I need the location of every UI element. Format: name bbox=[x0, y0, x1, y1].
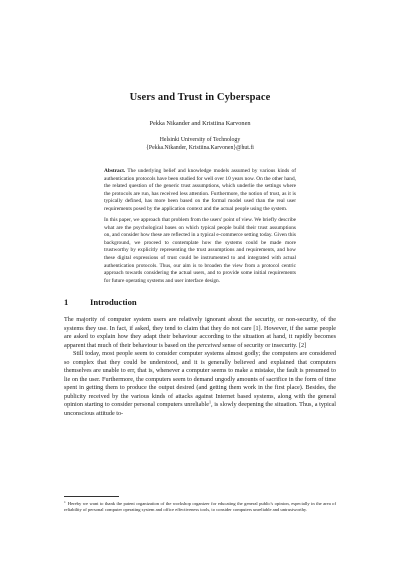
abstract-paragraph-2: In this paper, we approach that problem from the users' point of view. We briefly describe what are the psychological bases on which typical people build their trust assumptions on, and consider how these are reflected in a typical e-commerce setting today. Given this background, we proceed to contemplate how the systems could be made more trustworthy by explicitly representing the trust assumptions and requirements, and how these digital expressions of trust could be instrumented to and integrated with actual authentication protocols. Thus, our aim is to broaden the view from a protocol centric approach towards considering the actual users, and to provide some initial requirements for future operating systems and user interface design. bbox=[104, 217, 296, 284]
body-text-2a: Still today, most people seem to consider computer systems almost godly; the computers are considered so complex that they could be understood, and it is generally believed and explained that computers themselves are unable to err, that is, whenever a computer seems to make a mistake, the fault is presumed to lie on the user. Furthermore, the computers seem to demand ungodly amounts of sacrifice in the form of time spent in getting them to produce the output desired (and getting them work in the first place). Besides, the publicity received by the various kinds of attacks against Internet based systems, along with the general opinion starting to consider personal computers unreliable bbox=[64, 350, 336, 409]
footnote-ref: 1 bbox=[208, 399, 211, 405]
footnote-divider bbox=[64, 496, 119, 497]
body-text-2b: , is slowly deepening the situation. Thus, a typical unconscious attitude to- bbox=[64, 401, 337, 418]
footnote bbox=[64, 499, 336, 513]
body-text-1b: sense of security or insecurity. [2] bbox=[222, 341, 307, 349]
abstract-text-1: The underlying belief and knowledge models assumed by various kinds of authentication protocols have been studied for well over 10 years now. On the other hand, the related question of the generic trust assumptions, which underlie the settings where the protocols are run, has received less attention. Furthermore, the notion of trust, as it is typically defined, has more been based on the formal model used than the real user requirements posed by the application context and the actual people using the system. bbox=[104, 168, 296, 212]
section-title: Introduction bbox=[90, 297, 137, 307]
paper-authors: Pekka Nikander and Kristiina Karvonen bbox=[149, 120, 251, 127]
body-text-1a: The majority of computer system users are relatively ignorant about the security, or non-security, of the systems they use. In fact, if asked, they tend to claim that they do not care [1]. However, if the same people are asked to explain how they adapt their behaviour according to the situation at hand, it rapidly becomes apparent that much of their behaviour is based on the bbox=[64, 316, 336, 349]
footnote-mark: 1 bbox=[64, 500, 66, 504]
body-text bbox=[64, 316, 336, 419]
affiliation-institution: Helsinki University of Technology bbox=[159, 137, 241, 143]
paper-title: Users and Trust in Cyberspace bbox=[129, 92, 271, 103]
body-paragraph-2 bbox=[64, 350, 336, 418]
section-heading bbox=[64, 297, 137, 307]
section-number: 1 bbox=[64, 297, 69, 307]
abstract-label: Abstract. bbox=[104, 168, 126, 174]
emphasis-perceived: perceived bbox=[197, 341, 221, 349]
abstract bbox=[104, 168, 296, 289]
abstract-paragraph-1 bbox=[104, 168, 296, 213]
footnote-text: Hereby we want to thank the patent organization of the workshop organizer for educating the general public's opinion, especially in the area of reliability of personal computer operating system and office effectiveness tools, to consider computers unreliable and untrustworthy. bbox=[64, 500, 336, 512]
body-paragraph-1 bbox=[64, 316, 336, 350]
affiliation-block bbox=[0, 136, 400, 152]
affiliation-email: {Pekka.Nikander, Kristiina.Karvonen}@hut.fi bbox=[146, 145, 254, 151]
